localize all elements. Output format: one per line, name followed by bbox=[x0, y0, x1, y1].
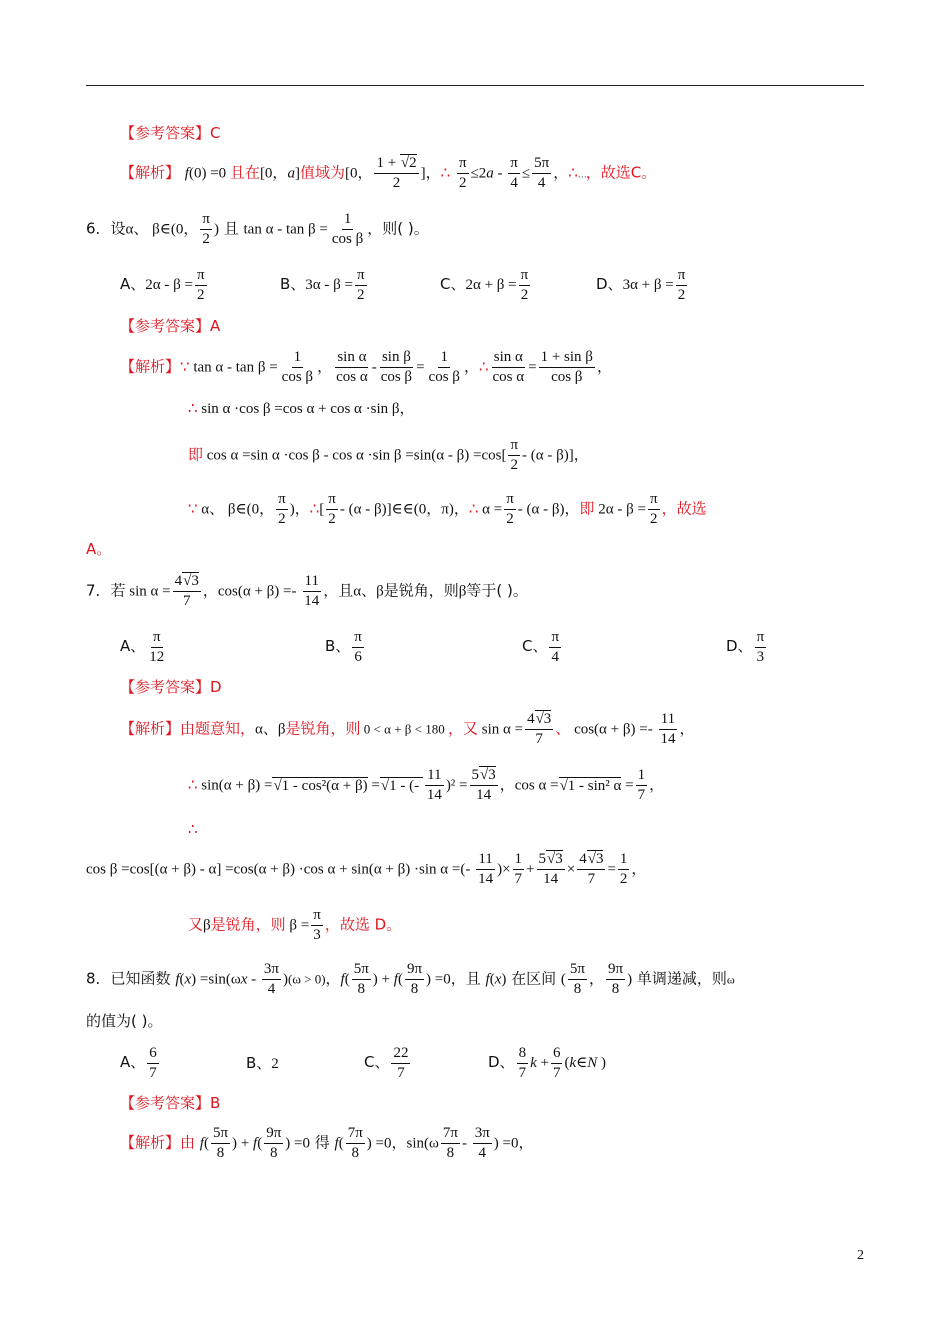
q7-analysis-line2: ∴ sin(α + β) =√1 - cos²(α + β) =√1 - (- $\frac{11}{14}$ )² = $\frac{5√3}{14}$ ，cos α =√1 - sin² α = $\frac{1}{7}$ ， bbox=[188, 767, 665, 803]
q8-analysis: 【解析】由 f( $\frac{5\pi}{8}$ ) + f( $\frac{9\pi}{8}$ ) =0 得 f( $\frac{7\pi}{8}$ ) =0，sin(ω $\frac{7\pi}{8}$ - $\frac{3\pi}{4}$ ) =0， bbox=[120, 1125, 534, 1161]
q7-analysis-line3: ∴ bbox=[188, 820, 198, 838]
q6-option-d: D、3α + β = $\frac{\pi}{2}$ bbox=[596, 267, 686, 303]
q8-stem-line2: 的值为( )。 bbox=[86, 1012, 163, 1030]
q7-stem: 7．若 sin α = $\frac{4√3}{7}$ ，cos(α + β) =- $\frac{11}{14}$ ，且α、β是锐角，则β等于( )。 bbox=[86, 573, 528, 609]
q5-answer bbox=[120, 124, 221, 142]
q8-answer: 【参考答案】B bbox=[120, 1094, 221, 1112]
page-number: 2 bbox=[857, 1248, 864, 1263]
q7-answer-value: D bbox=[210, 678, 222, 696]
q6-analysis-line2: ∴ sin α ·cos β =cos α + cos α ·sin β， bbox=[188, 401, 415, 417]
q8-option-d: D、 $\frac{8}{7}$ k + $\frac{6}{7}$ (k∈N ) bbox=[488, 1045, 606, 1081]
q7-option-d: D、 $\frac{\pi}{3}$ bbox=[726, 629, 765, 665]
q6-option-c: C、2α + β = $\frac{\pi}{2}$ bbox=[440, 267, 529, 303]
q6-analysis-line4: ∵ α、 β∈(0， $\frac{\pi}{2}$ )，∴[ $\frac{\pi}{2}$ - (α - β)]∈∈(0，π)，∴ α = $\frac{\pi}{2}$ - (α - β)，即 2α - β = $\frac{\pi}{2}$ ，故选 bbox=[188, 491, 707, 527]
q5-analysis: 【解析】 f(0) =0 且在[0，a]值域为[0， $\frac{1 + √2}{2}$ ]，∴ $\frac{\pi}{2}$ ≤2a - $\frac{\pi}{4}$ ≤ $\frac{5\pi}{4}$ ，∴…，故选C。 bbox=[120, 155, 657, 191]
q7-analysis-line5: 又β是锐角，则 β = $\frac{\pi}{3}$ ，故选 D。 bbox=[188, 907, 402, 943]
q7-option-a: A、 $\frac{\pi}{12}$ bbox=[120, 629, 165, 665]
q6-stem: 6．设α、 β∈(0， $\frac{\pi}{2}$ ) 且 tan α - tan β = $\frac{1}{\text{cos β}}$ ，则( )。 bbox=[86, 211, 429, 247]
q6-option-a: A、2α - β = $\frac{\pi}{2}$ bbox=[120, 267, 205, 303]
q6-analysis-line3: 即 cos α =sin α ·cos β - cos α ·sin β =sin(α - β) =cos[ $\frac{\pi}{2}$ - (α - β)]， bbox=[188, 437, 589, 473]
ref-answer-label: 【参考答案】 bbox=[120, 124, 211, 142]
q8-option-c: C、 $\frac{22}{7}$ bbox=[364, 1045, 409, 1081]
q8-option-a: A、 $\frac{6}{7}$ bbox=[120, 1045, 157, 1081]
q6-answer-value: A bbox=[210, 317, 221, 335]
q7-analysis-line4: cos β =cos[(α + β) - α] =cos(α + β) ·cos α + sin(α + β) ·sin α =(- $\frac{11}{14}$ )× $\frac{1}{7}$ + $\frac{5√3}{14}$ × $\frac{4√3}{7}$ = $\frac{1}{2}$ ， bbox=[86, 851, 647, 887]
q6-analysis-line5: A。 bbox=[86, 540, 112, 558]
q5-answer-value: C bbox=[210, 124, 221, 142]
q8-option-b: B、2 bbox=[246, 1054, 279, 1072]
q7-option-c: C、 $\frac{\pi}{4}$ bbox=[522, 629, 560, 665]
q8-stem-line1: 8．已知函数 f(x) =sin(ωx - $\frac{3\pi}{4}$ )(ω > 0)，f( $\frac{5\pi}{8}$ ) + f( $\frac{9\pi}{8}$ ) =0，且 f(x) 在区间 ( $\frac{5\pi}{8}$ ， $\frac{9\pi}{8}$ ) 单调递减，则ω bbox=[86, 961, 735, 997]
q7-answer: 【参考答案】D bbox=[120, 678, 222, 696]
q6-answer: 【参考答案】A bbox=[120, 317, 221, 335]
q7-analysis-line1: 【解析】由题意知，α、β是锐角，则 0 < α + β < 180 ，又 sin α = $\frac{4√3}{7}$ 、 cos(α + β) =- $\frac{11}{14}$ ， bbox=[120, 711, 695, 747]
q6-analysis-line1: 【解析】∵ tan α - tan β = $\frac{1}{\text{cos β}}$ ， $\frac{\text{sin α}}{\text{cos α}}$ - $\frac{\text{sin β}}{\text{cos β}}$ = $\frac{1}{\text{cos β}}$ ，∴ $\frac{\text{sin α}}{\text{cos α}}$ = $\frac{\text{1 + sin β}}{\text{cos β}}$ ， bbox=[120, 349, 612, 385]
header-rule bbox=[86, 85, 864, 86]
q7-option-b: B、 $\frac{\pi}{6}$ bbox=[325, 629, 362, 665]
q8-answer-value: B bbox=[210, 1094, 221, 1112]
analysis-label: 【解析】 bbox=[120, 163, 181, 182]
q6-option-b: B、3α - β = $\frac{\pi}{2}$ bbox=[280, 267, 365, 303]
